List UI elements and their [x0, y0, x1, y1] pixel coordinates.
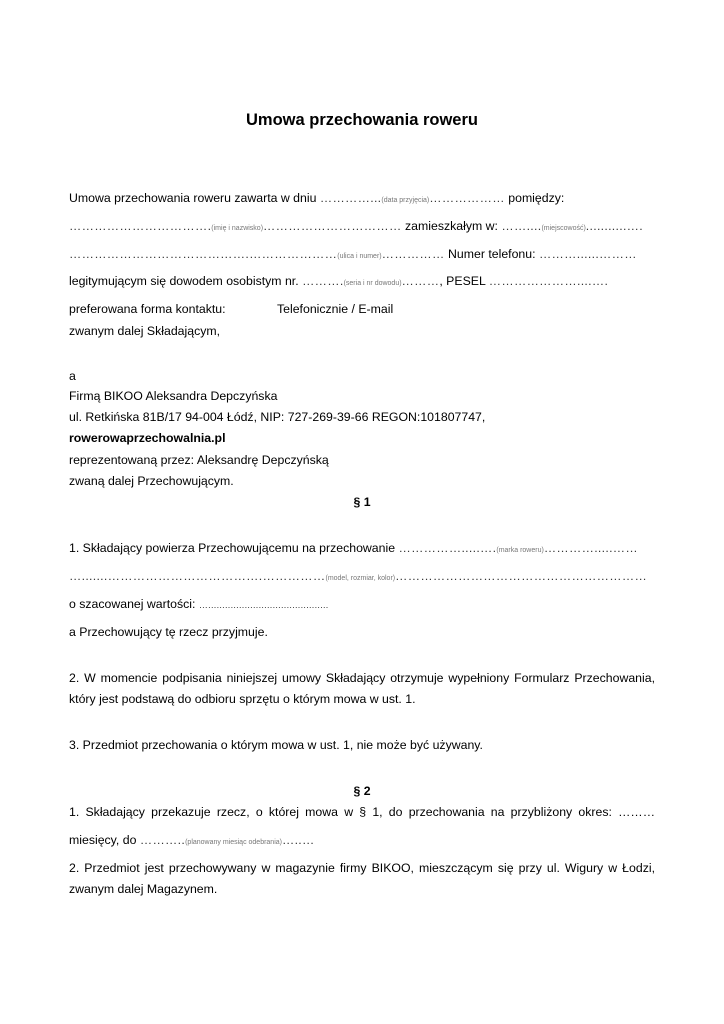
intro-line-date: Umowa przechowania roweru zawarta w dniu …………...(data przyjęcia)……………… pomiędzy: [69, 191, 565, 205]
s2-p1-line1: 1. Składający przekazuje rzecz, o której mowa w § 1, do przechowania na przybliżony okres: ……… [69, 805, 655, 819]
party2-website: rowerowaprzechowalnia.pl [69, 431, 226, 445]
s1-p1-line4: a Przechowujący tę rzecz przyjmuje. [69, 625, 268, 639]
s2-p2-line2: zwanym dalej Magazynem. [69, 882, 218, 896]
s2-p1-line2: miesięcy, do ………..(planowany miesiąc odebrania)…..… [69, 833, 315, 847]
party2-a: a [69, 369, 76, 383]
section-2-heading: § 2 [353, 784, 371, 798]
party2-firm: Firmą BIKOO Aleksandra Depczyńska [69, 389, 278, 403]
intro-line-contact: preferowana forma kontaktu: [69, 302, 226, 316]
s1-p2-line1: 2. W momencie podpisania niniejszej umowy Składający otrzymuje wypełniony Formularz Przechowania, [69, 671, 655, 685]
intro-line-id: legitymującym się dowodem osobistym nr. ……….(seria i nr dowodu)………, PESEL …………………....…. [69, 274, 609, 288]
s1-p3: 3. Przedmiot przechowania o którym mowa w ust. 1, nie może być używany. [69, 738, 483, 752]
s1-p1-line3: o szacowanej wartości: …........................................... [69, 597, 329, 611]
s1-p1-line1: 1. Składający powierza Przechowującemu na przechowanie …………….....….(marka roweru)………….....…… [69, 541, 638, 555]
party2-called: zwaną dalej Przechowującym. [69, 474, 234, 488]
section-1-heading: § 1 [353, 495, 371, 509]
document-title: Umowa przechowania roweru [246, 111, 478, 129]
intro-line-name: …………………………….(imię i nazwisko)…………………………… zamieszkałym w: ……....(miejscowość)...........…. [69, 219, 643, 233]
s1-p2-line2: który jest podstawą do odbioru sprzętu o którym mowa w ust. 1. [69, 692, 416, 706]
s2-p2-line1: 2. Przedmiot jest przechowywany w magazynie firmy BIKOO, mieszczącym się przy ul. Wigury w Łodzi, [69, 861, 655, 875]
intro-line-called: zwanym dalej Składającym, [69, 324, 221, 338]
contact-form-value: Telefonicznie / E-mail [277, 302, 394, 316]
s1-p1-line2: ….......……………………………….……………(model, rozmiar, kolor)…………………………………………………… [69, 569, 648, 583]
party2-represented: reprezentowaną przez: Aleksandrę Depczyńską [69, 453, 329, 467]
intro-line-address: …………………………………….…………………(ulica i numer)…………… Numer telefonu: ………......……… [69, 247, 637, 261]
party2-address: ul. Retkińska 81B/17 94-004 Łódź, NIP: 727-269-39-66 REGON:101807747, [69, 410, 486, 424]
